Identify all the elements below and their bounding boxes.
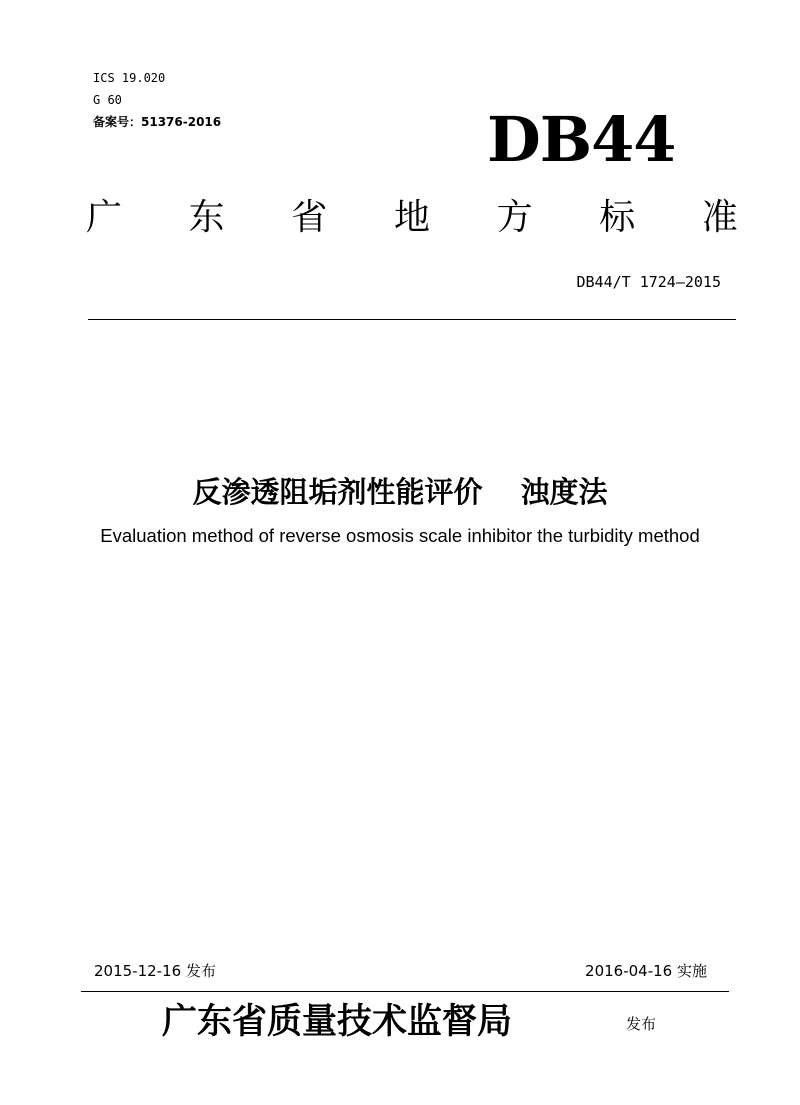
- chinese-title: [0, 472, 800, 512]
- standard-type-char: 标: [599, 197, 636, 238]
- issuer-suffix: 发布: [626, 1015, 657, 1033]
- standard-type-char: 广: [85, 197, 122, 238]
- chinese-title-main: 反渗透阻垢剂性能评价: [192, 475, 483, 509]
- record-number: 备案号：51376-2016: [93, 115, 222, 129]
- implementation-date: 2016-04-16 实施: [585, 962, 707, 980]
- classification-code: G 60: [93, 93, 122, 107]
- standard-type-char: 地: [393, 197, 430, 238]
- standard-type-heading: [82, 196, 742, 240]
- chinese-title-method: 浊度法: [520, 475, 608, 509]
- standard-number: DB44/T 1724—2015: [576, 273, 721, 291]
- bottom-divider: [81, 991, 729, 992]
- english-title: Evaluation method of reverse osmosis scale inhibitor the turbidity method: [100, 525, 700, 546]
- top-divider: [88, 319, 736, 320]
- standard-type-char: 方: [496, 197, 533, 238]
- standard-type-char: 准: [701, 197, 738, 238]
- standard-type-char: 省: [291, 197, 328, 238]
- standard-type-char: 东: [188, 197, 225, 238]
- publish-date: 2015-12-16 发布: [94, 962, 216, 980]
- issuer-name: 广东省质量技术监督局: [162, 1001, 513, 1042]
- ics-code: ICS 19.020: [93, 71, 166, 85]
- db44-logo: DB44: [487, 103, 676, 176]
